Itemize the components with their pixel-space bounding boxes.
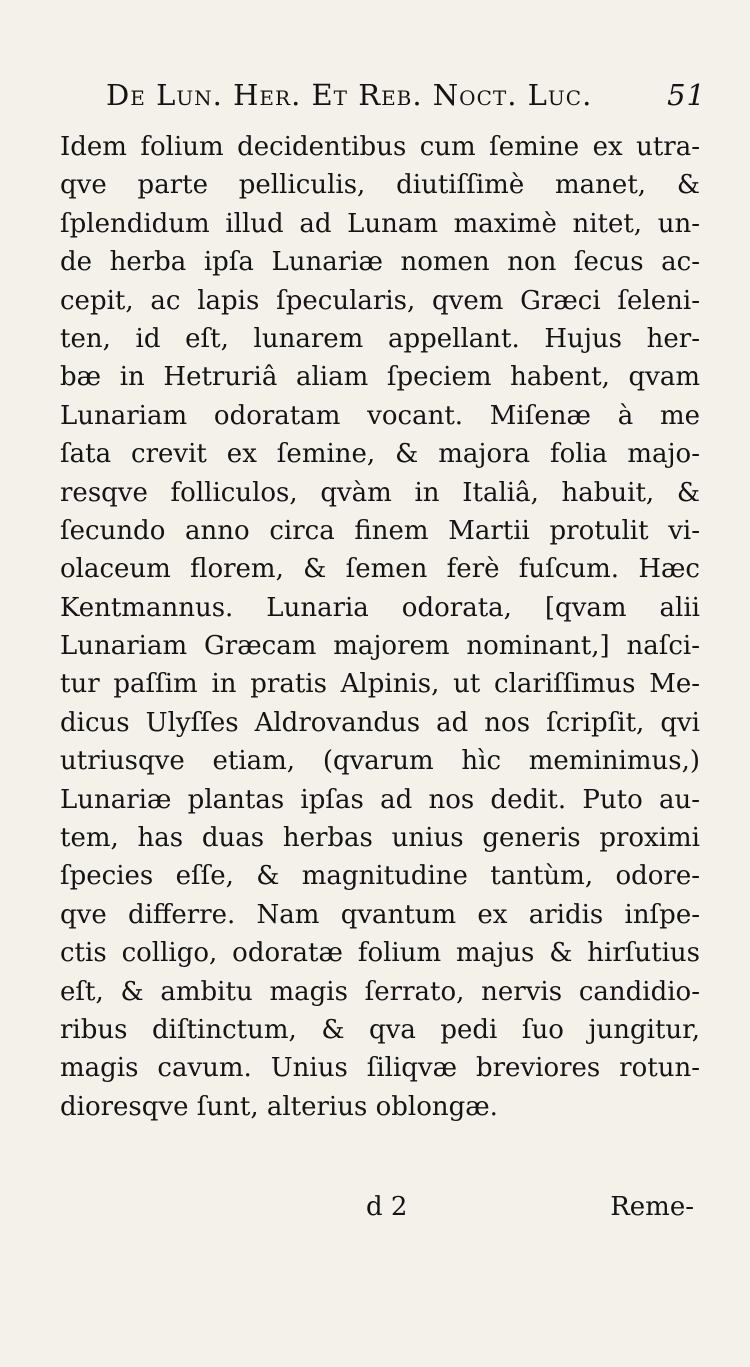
running-head [106,72,706,118]
text-line: resqve folliculos, qvàm in Italiâ, habuit, & [60,477,700,508]
text-line: ctis colligo, odoratæ folium majus & hirſutius [60,938,700,969]
text-line: ſata crevit ex ſemine, & majora folia majo- [60,439,700,470]
text-line: de herba ipſa Lunariæ nomen non ſecus ac- [60,247,700,278]
text-line: Lunariam odoratam vocant. Miſenæ à me [60,400,700,431]
text-line: magis cavum. Unius ſiliqvæ breviores rotun- [60,1053,700,1084]
text-line: ſpecies eſſe, & magnitudine tantùm, odore- [60,861,700,892]
text-line: eſt, & ambitu magis ſerrato, nervis candidio- [60,976,700,1007]
text-line: dicus Ulyſſes Aldrovandus ad nos ſcripſit, qvi [60,707,700,738]
page-number: 51 [667,78,706,112]
text-line: ſecundo anno circa finem Martii protulit vi- [60,515,700,546]
text-line: Lunariæ plantas ipſas ad nos dedit. Puto au- [60,784,700,815]
running-title: De Lun. Her. Et Reb. Noct. Luc. [106,78,593,112]
text-line: dioresqve ſunt, alterius oblongæ. [60,1091,498,1122]
text-line: Idem folium decidentibus cum ſemine ex utra- [60,132,700,162]
text-line: cepit, ac lapis ſpecularis, qvem Græci ſeleni- [60,285,700,316]
text-line: tur paſſim in pratis Alpinis, ut clariſſimus Me- [60,669,700,700]
text-line: ſplendidum illud ad Lunam maximè nitet, un- [60,208,700,239]
text-line: Lunariam Græcam majorem nominant,] naſci- [60,631,700,662]
catchword: Reme- [610,1192,694,1222]
text-line: qve parte pelliculis, diutiſſimè manet, & [60,170,700,201]
text-line: bæ in Hetruriâ aliam ſpeciem habent, qvam [60,362,700,393]
text-line: ten, id eſt, lunarem appellant. Hujus her- [60,323,700,354]
text-line: utriusqve etiam, (qvarum hìc meminimus,) [60,746,700,777]
text-line: Kentmannus. Lunaria odorata, [qvam alii [60,592,700,623]
page-footer [60,1192,700,1232]
text-line: ribus diſtinctum, & qva pedi ſuo jungitur, [60,1014,700,1045]
text-line: tem, has duas herbas unius generis proximi [60,823,700,854]
signature-mark: d 2 [366,1192,408,1222]
text-line: qve differre. Nam qvantum ex aridis inſpe- [60,899,700,930]
body-text [60,128,700,1126]
text-line: olaceum florem, & ſemen ferè fuſcum. Hæc [60,554,700,585]
